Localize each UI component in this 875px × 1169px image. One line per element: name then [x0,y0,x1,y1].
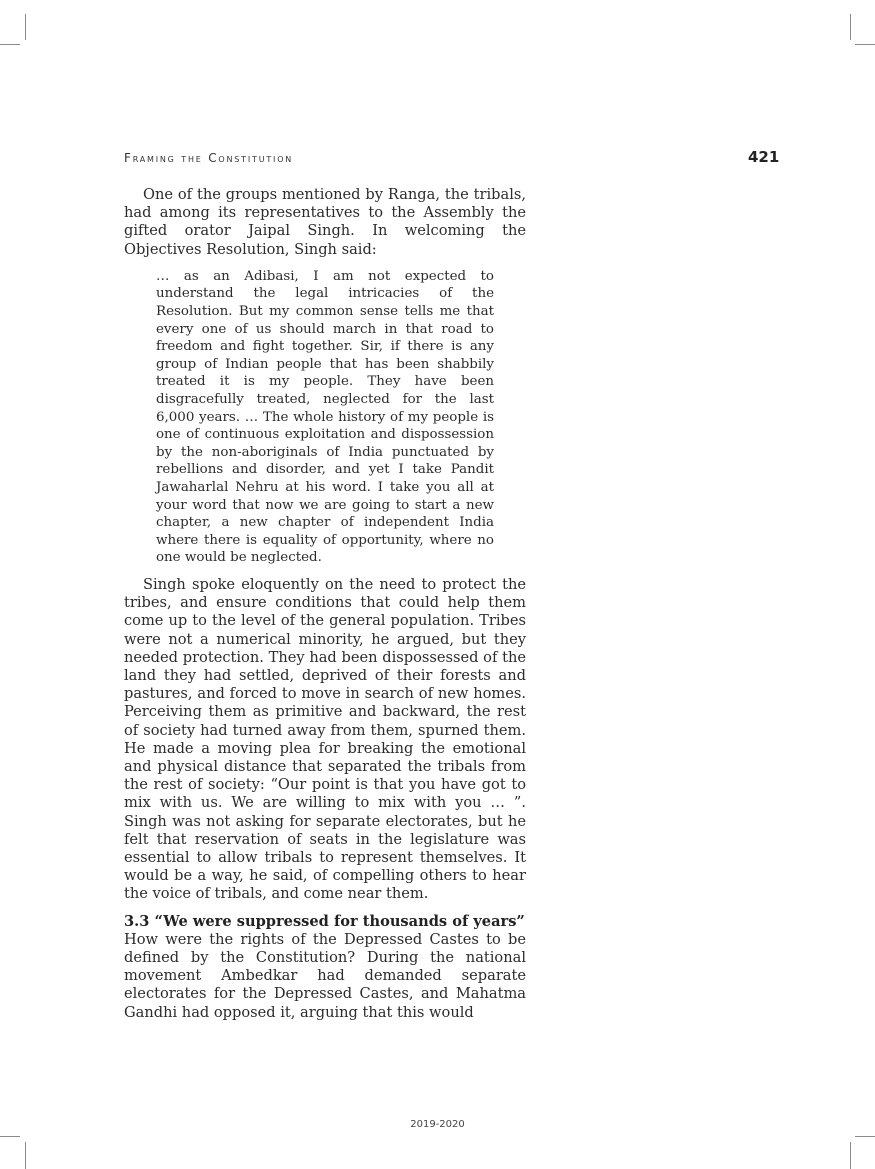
crop-mark-bottom-left-vertical [25,1142,26,1169]
crop-mark-top-left-horizontal [0,44,20,45]
quotation-jaipal-singh: … as an Adibasi, I am not expected to understand the legal intricacies of the Resolution. But my common sense tells me that every one of us should march in that road to freedom and fight together. Sir, if there is any group of Indian people that has been shabbily treated it is my people. They have been disgracefully treated, neglected for the last 6,000 years. … The whole history of my people is one of continuous exploitation and dispossession by the non-aboriginals of India punctuated by rebellions and disorder, and yet I take Pandit Jawaharlal Nehru at his word. I take you all at your word that now we are going to start a new chapter, a new chapter of independent India where there is equality of opportunity, where no one would be neglected. [156,268,494,566]
text-column [124,186,526,1022]
section-heading: 3.3 “We were suppressed for thousands of years” [124,912,525,930]
running-head: Framing the Constitution [124,151,294,165]
paragraph-depressed-castes: How were the rights of the Depressed Castes to be defined by the Constitution? During the national movement Ambedkar had demanded separate electorates for the Depressed Castes, and Mahatma Gandhi had opposed it, arguing that this would [124,930,526,1021]
crop-mark-top-left-vertical [25,14,26,40]
crop-mark-top-right-horizontal [855,44,875,45]
crop-mark-bottom-right-horizontal [855,1136,875,1137]
footer-year: 2019-2020 [410,1119,465,1130]
crop-mark-top-right-vertical [850,14,851,40]
paragraph-singh: Singh spoke eloquently on the need to protect the tribes, and ensure conditions that could help them come up to the level of the general population. Tribes were not a numerical minority, he argued, but they needed protection. They had been dispossessed of the land they had settled, deprived of their forests and pastures, and forced to move in search of new homes. Perceiving them as primitive and backward, the rest of society had turned away from them, spurned them. He made a moving plea for breaking the emotional and physical distance that separated the tribals from the rest of society: “Our point is that you have got to mix with us. We are willing to mix with you … ”. Singh was not asking for separate electorates, but he felt that reservation of seats in the legislature was essential to allow tribals to represent themselves. It would be a way, he said, of compelling others to hear the voice of tribals, and come near them. [124,575,526,903]
crop-mark-bottom-right-vertical [850,1142,851,1169]
paragraph-intro: One of the groups mentioned by Ranga, the tribals, had among its representatives to the Assembly the gifted orator Jaipal Singh. In welcoming the Objectives Resolution, Singh said: [124,186,526,258]
page-number: 421 [748,148,780,166]
crop-mark-bottom-left-horizontal [0,1136,20,1137]
